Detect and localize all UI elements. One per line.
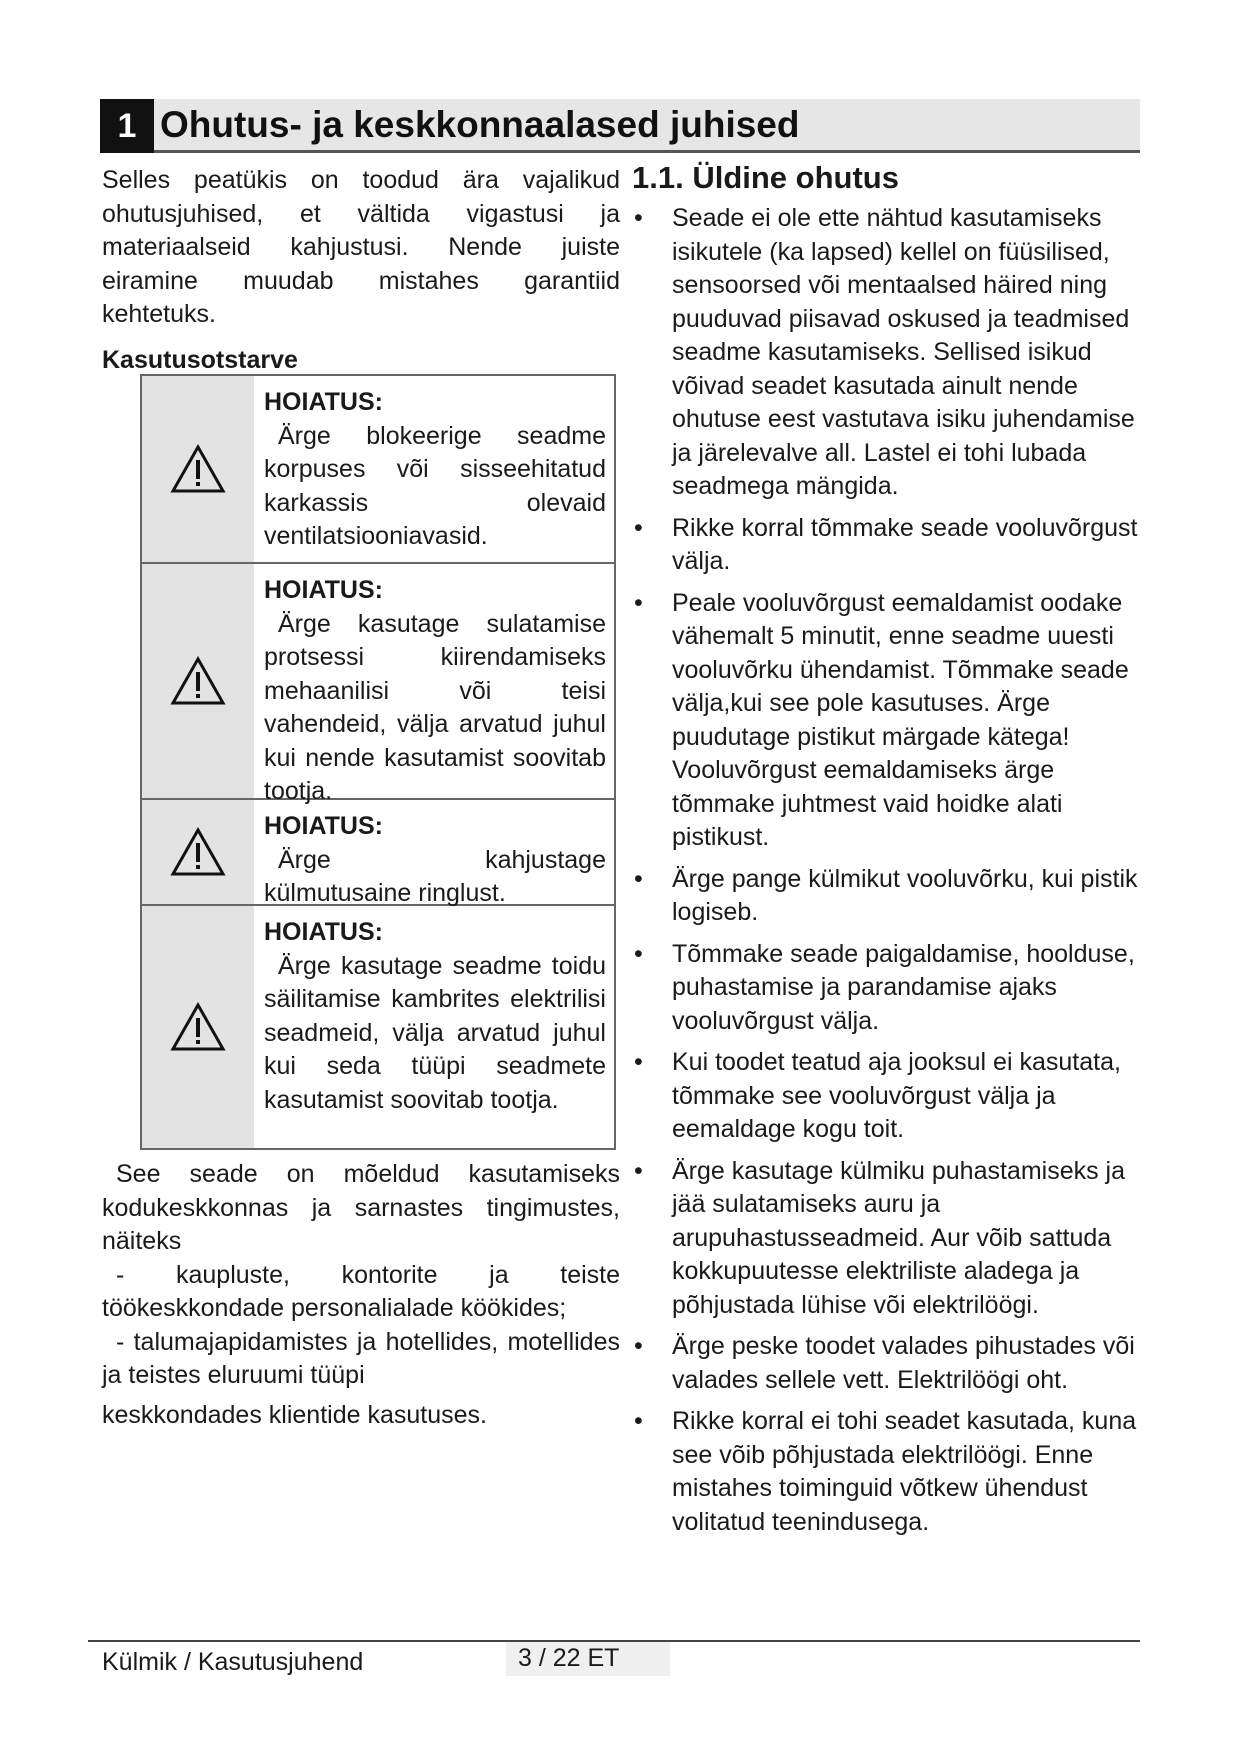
warning-text: Ärge blokeerige seadme korpuses või sisseehitatud karkassis olevaid ventilatsiooniavasid. [264, 421, 606, 550]
warning-text: Ärge kasutage seadme toidu säilitamise kambrites elektrilisi seadmeid, välja arvatud juhul kui seda tüüpi seadmete kasutamist soovitab tootja. [264, 951, 606, 1114]
warning-text: Ärge kahjustage külmutusaine ringlust. [264, 845, 606, 907]
warning-triangle-icon [170, 656, 226, 706]
safety-list [632, 202, 1140, 1539]
footer-title: Külmik / Kasutusjuhend [102, 1648, 364, 1676]
usage-item: - kaupluste, kontorite ja teiste töökeskkondade personalialade köökides; [102, 1260, 620, 1322]
usage-text: See seade on mõeldud kasutamiseks kodukeskkonnas ja sarnastes tingimustes, näiteks [102, 1160, 620, 1255]
list-item-text: Rikke korral tõmmake seade vooluvõrgust välja. [672, 513, 1138, 575]
warning-title: HOIATUS: [264, 812, 383, 840]
list-item-text: Rikke korral ei tohi seadet kasutada, kuna see võib põhjustada elektrilöögi. Enne mistahes toiminguid võtkew ühendust volitatud teenindusega. [672, 1407, 1137, 1536]
chapter-header [100, 99, 1140, 153]
list-item: • Ärge kasutage külmiku puhastamiseks ja jää sulatamiseks auru ja arupuhastusseadmeid. Aur võib sattuda kokkupuutesse elektriliste aladega ja põhjustada lühise või elektrilöögi. [634, 1156, 1126, 1319]
list-item-text: Ärge pange külmikut vooluvõrku, kui pistik logiseb. [672, 864, 1138, 926]
usage-item: - talumajapidamistes ja hotellides, motellides ja teistes eluruumi tüüpi [102, 1327, 620, 1389]
list-item-text: Tõmmake seade paigaldamise, hoolduse, puhastamise ja parandamise ajaks vooluvõrgust välja. [672, 939, 1135, 1035]
list-item-text: Kui toodet teatud aja jooksul ei kasutata, tõmmake see vooluvõrgust välja ja eemaldage kogu toit. [672, 1048, 1121, 1143]
list-item: • Kui toodet teatud aja jooksul ei kasutata, tõmmake see vooluvõrgust välja ja eemaldage kogu toit. [634, 1048, 1121, 1143]
warning-row [142, 564, 614, 805]
warning-icon-cell [142, 376, 254, 562]
warning-triangle-icon [170, 827, 226, 877]
list-item-text: Peale vooluvõrgust eemaldamist oodake vähemalt 5 minutit, enne seadme uuesti vooluvõrku ühendamist. Tõmmake seade välja,kui see pole kasutuses. Ärge puudutage pistikut märgade kätega! Vooluvõrgust eemaldamiseks ärge tõmmake juhtmest vaid hoidke alati pistikust. [672, 588, 1129, 851]
chapter-title: Ohutus- ja keskkonnaalased juhised [160, 104, 800, 145]
warning-icon-cell [142, 564, 254, 798]
warning-title: HOIATUS: [264, 388, 383, 416]
warning-triangle-icon [170, 444, 226, 494]
list-item: • Rikke korral ei tohi seadet kasutada, kuna see võib põhjustada elektrilöögi. Enne mistahes toiminguid võtkew ühendust volitatud teenindusega. [634, 1407, 1137, 1536]
list-item: • Rikke korral tõmmake seade vooluvõrgust välja. [634, 513, 1138, 575]
warning-row [142, 906, 614, 1148]
list-item-text: Ärge kasutage külmiku puhastamiseks ja jää sulatamiseks auru ja arupuhastusseadmeid. Aur võib sattuda kokkupuutesse elektriliste aladega ja põhjustada lühise või elektrilöögi. [672, 1156, 1126, 1319]
list-item-text: Ärge peske toodet valades pihustades või valades sellele vett. Elektrilöögi oht. [672, 1332, 1135, 1394]
usage-section [102, 1158, 620, 1432]
left-column [102, 164, 620, 381]
warning-icon-cell [142, 800, 254, 904]
list-item: • Ärge pange külmikut vooluvõrku, kui pistik logiseb. [634, 864, 1138, 926]
warning-row [142, 800, 614, 906]
warning-title: HOIATUS: [264, 918, 383, 946]
section-title: 1.1. Üldine ohutus [632, 160, 899, 195]
list-item-text: Seade ei ole ette nähtud kasutamiseks isikutele (ka lapsed) kellel on füüsilised, sensoorsed või mentaalsed häired ning puuduvad piisavad oskused ja teadmised seadme kasutamiseks. Sellised isikud võivad seadet kasutada ainult nende ohutuse eest vastutava isiku juhendamise ja järelevalve all. Lastel ei tohi lubada seadmega mängida. [672, 204, 1135, 500]
right-column [632, 160, 1140, 1547]
warning-row [142, 376, 614, 564]
usage-heading: Kasutusotstarve [102, 345, 298, 374]
list-item: • Peale vooluvõrgust eemaldamist oodake vähemalt 5 minutit, enne seadme uuesti vooluvõrku ühendamist. Tõmmake seade välja,kui see pole kasutuses. Ärge puudutage pistikut märgade kätega! Vooluvõrgust eemaldamiseks ärge tõmmake juhtmest vaid hoidke alati pistikust. [634, 588, 1129, 851]
list-item: • Seade ei ole ette nähtud kasutamiseks isikutele (ka lapsed) kellel on füüsilised, sensoorsed või mentaalsed häired ning puuduvad piisavad oskused ja teadmised seadme kasutamiseks. Sellised isikud võivad seadet kasutada ainult nende ohutuse eest vastutava isiku juhendamise ja järelevalve all. Lastel ei tohi lubada seadmega mängida. [634, 204, 1135, 500]
usage-last: keskkondades klientide kasutuses. [102, 1400, 487, 1429]
warning-icon-cell [142, 906, 254, 1148]
warning-title: HOIATUS: [264, 576, 383, 604]
intro-paragraph: Selles peatükis on toodud ära vajalikud ohutusjuhised, et vältida vigastusi ja materiaalseid kahjustusi. Nende juiste eiramine muudab mistahes garantiid kehtetuks. [102, 166, 620, 328]
warnings-table [140, 374, 616, 1150]
list-item: • Tõmmake seade paigaldamise, hoolduse, puhastamise ja parandamise ajaks vooluvõrgust välja. [634, 939, 1135, 1035]
warning-text: Ärge kasutage sulatamise protsessi kiirendamiseks mehaanilisi või teisi vahendeid, välja arvatud juhul kui nende kasutamist soovitab tootja. [264, 609, 606, 805]
page-number: 3 / 22 ET [506, 1642, 670, 1676]
chapter-number: 1 [100, 99, 154, 153]
warning-triangle-icon [170, 1002, 226, 1052]
list-item: • Ärge peske toodet valades pihustades või valades sellele vett. Elektrilöögi oht. [634, 1332, 1135, 1394]
